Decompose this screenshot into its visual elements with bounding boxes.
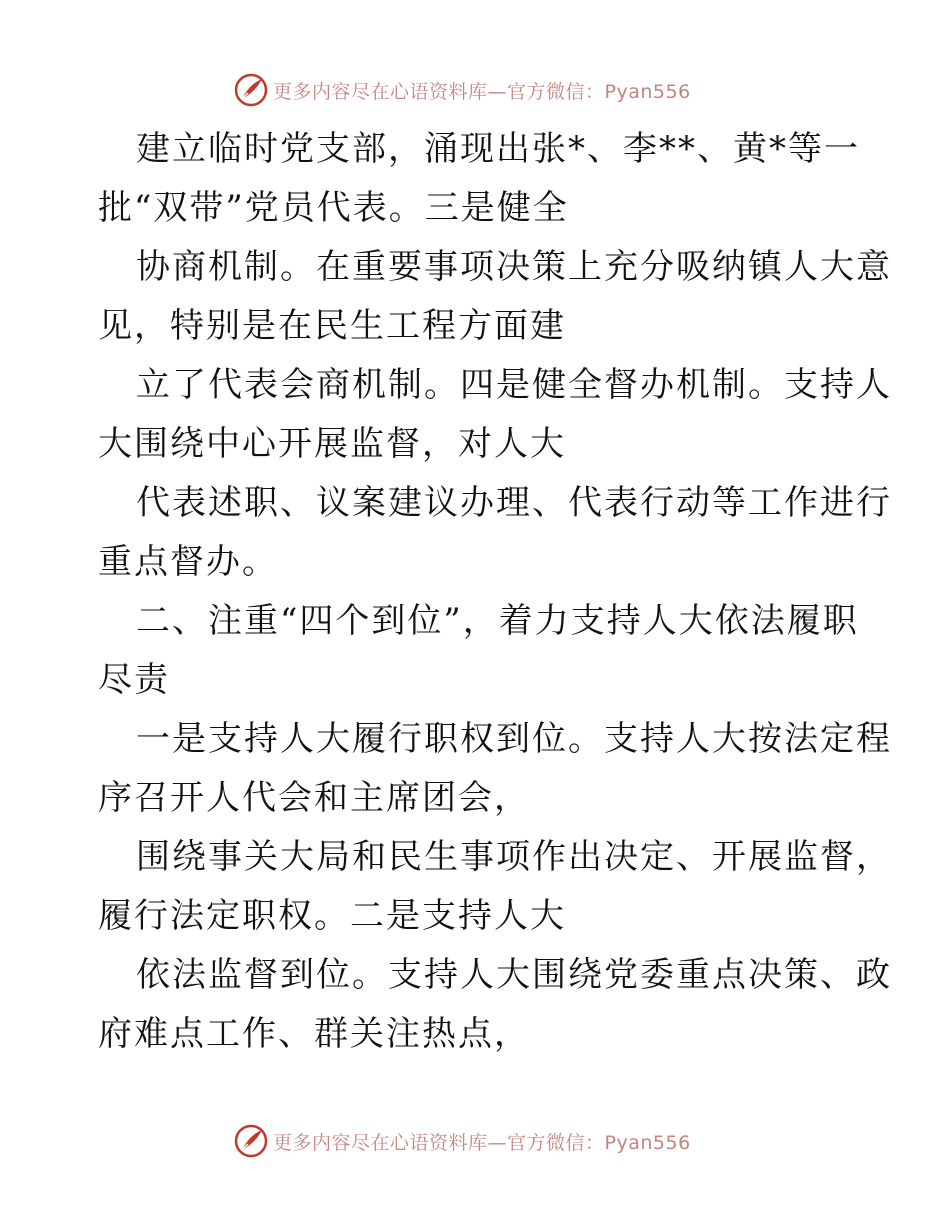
body-line: 建立临时党支部，涌现出张*、李**、黄*等一 bbox=[136, 129, 860, 169]
section-heading-line: 二、注重“四个到位”，着力支持人大依法履职 bbox=[136, 601, 859, 641]
body-line: 府难点工作、群关注热点， bbox=[98, 1014, 530, 1054]
body-line: 重点督办。 bbox=[98, 542, 278, 582]
header-banner bbox=[234, 73, 691, 107]
body-line: 大围绕中心开展监督，对人大 bbox=[98, 424, 566, 464]
feather-pen-logo-icon bbox=[234, 1124, 268, 1158]
body-line: 围绕事关大局和民生事项作出决定、开展监督， bbox=[136, 837, 892, 877]
body-line: 立了代表会商机制。四是健全督办机制。支持人 bbox=[136, 365, 892, 405]
footer-banner bbox=[234, 1124, 691, 1158]
body-line: 代表述职、议案建议办理、代表行动等工作进行 bbox=[136, 483, 892, 523]
body-line: 批“双带”党员代表。三是健全 bbox=[98, 188, 569, 228]
body-line: 见，特别是在民生工程方面建 bbox=[98, 306, 566, 346]
footer-banner-text: 更多内容尽在心语资料库—官方微信：Pyan556 bbox=[273, 1131, 691, 1154]
document-body bbox=[98, 120, 892, 1064]
body-line: 依法监督到位。支持人大围绕党委重点决策、政 bbox=[136, 955, 892, 995]
section-heading-line: 尽责 bbox=[98, 660, 170, 700]
body-line: 一是支持人大履行职权到位。支持人大按法定程 bbox=[136, 719, 892, 759]
header-banner-text: 更多内容尽在心语资料库—官方微信：Pyan556 bbox=[273, 80, 691, 103]
feather-pen-logo-icon bbox=[234, 73, 268, 107]
body-line: 协商机制。在重要事项决策上充分吸纳镇人大意 bbox=[136, 247, 892, 287]
body-line: 履行法定职权。二是支持人大 bbox=[98, 896, 566, 936]
body-line: 序召开人代会和主席团会， bbox=[98, 778, 530, 818]
